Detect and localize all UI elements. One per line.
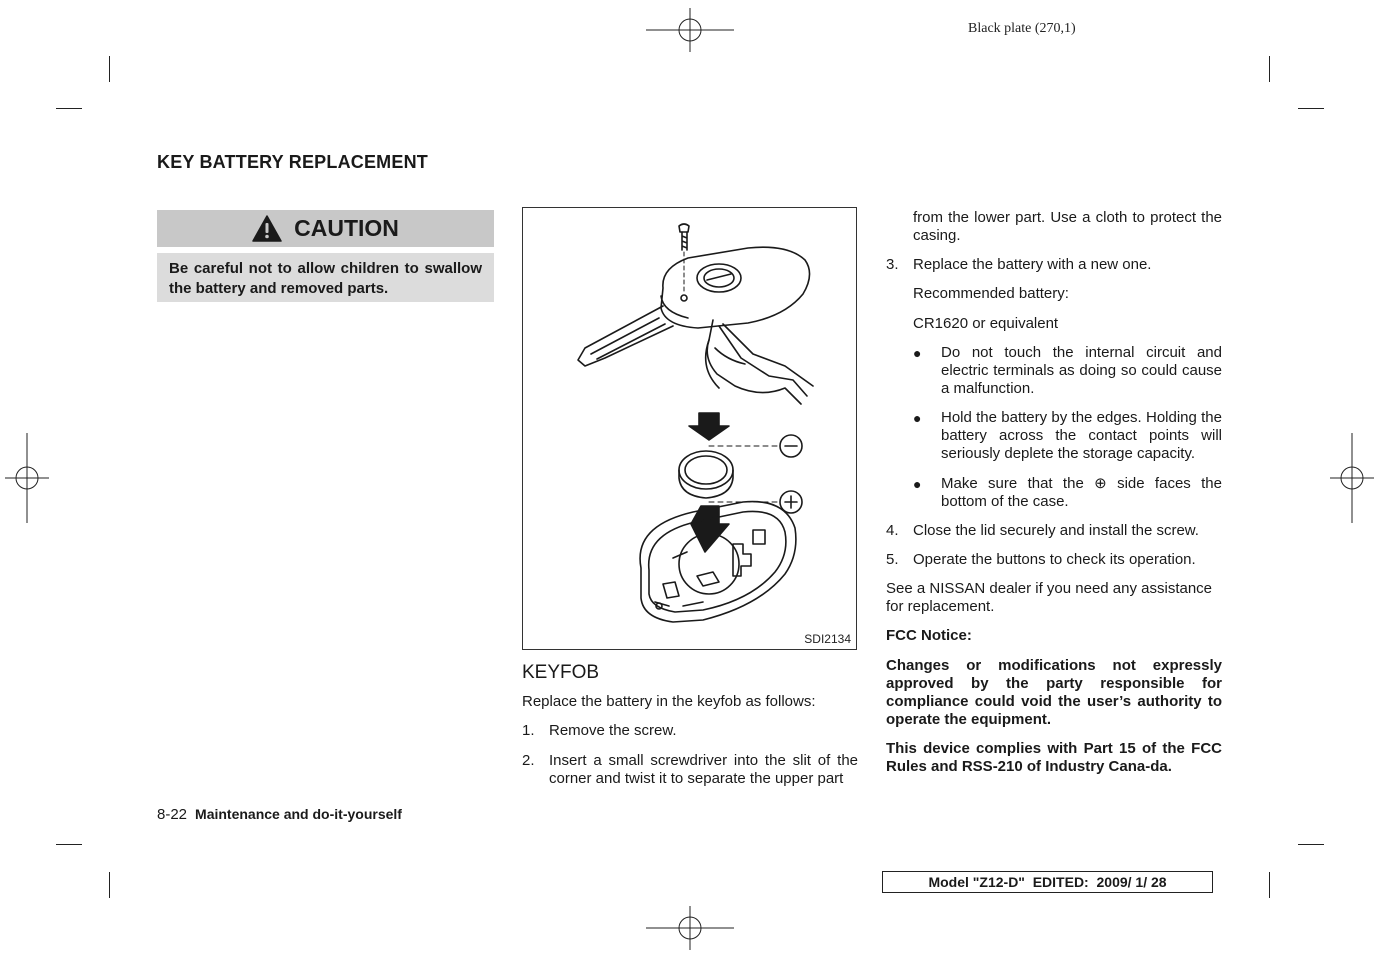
caution-title: CAUTION	[294, 215, 399, 241]
step-number: 4.	[886, 522, 899, 539]
fcc-title: FCC Notice:	[886, 627, 972, 644]
bullet-item: Hold the battery by the edges. Holding the battery across the contact points will seriously deplete the storage capacity.	[941, 409, 1222, 462]
registration-mark-bottom	[646, 906, 734, 950]
step-number: 2.	[522, 752, 535, 769]
step-continuation: from the lower part. Use a cloth to protect the casing.	[913, 209, 1222, 244]
bullet-icon: ●	[913, 345, 922, 361]
step-text: Remove the screw.	[549, 722, 677, 739]
fcc-paragraph: This device complies with Part 15 of the FCC Rules and RSS-210 of Industry Cana-da.	[886, 740, 1222, 775]
caution-header	[157, 210, 494, 247]
keyfob-heading: KEYFOB	[522, 662, 600, 683]
bullet-item: Do not touch the internal circuit and electric terminals as doing so could cause a malfunction.	[941, 344, 1222, 397]
step-text: Operate the buttons to check its operation.	[913, 551, 1196, 568]
bullet-item: Make sure that the ⊕ side faces the bottom of the case.	[941, 475, 1222, 510]
bullet-icon: ●	[913, 410, 922, 426]
caution-text: Be careful not to allow children to swallow the battery and removed parts.	[157, 253, 494, 302]
model-edited-box: Model "Z12-D" EDITED: 2009/ 1/ 28	[882, 871, 1213, 893]
step-text: Insert a small screwdriver into the slit of the corner and twist it to separate the upper part	[549, 752, 858, 787]
page-footer	[157, 806, 402, 823]
dealer-note: See a NISSAN dealer if you need any assistance for replacement.	[886, 580, 1213, 615]
plate-label: Black plate (270,1)	[968, 21, 1076, 36]
recommended-battery-label: Recommended battery:	[913, 285, 1069, 302]
screw-icon	[679, 224, 689, 232]
keyfob-intro: Replace the battery in the keyfob as follows:	[522, 693, 816, 710]
step-text: Replace the battery with a new one.	[913, 256, 1152, 273]
registration-mark-top	[646, 8, 734, 52]
warning-triangle-icon	[252, 215, 282, 242]
step-number: 1.	[522, 722, 535, 739]
step-text: Close the lid securely and install the screw.	[913, 522, 1199, 539]
chapter-title: Maintenance and do-it-yourself	[195, 806, 402, 822]
keyfob-illustration	[522, 207, 857, 650]
fcc-paragraph: Changes or modifications not expressly approved by the party responsible for compliance could void the user’s authority to operate the equipment.	[886, 657, 1222, 728]
registration-mark-left	[5, 433, 49, 523]
keyfob-drawing	[523, 208, 856, 649]
step-number: 5.	[886, 551, 899, 568]
recommended-battery-value: CR1620 or equivalent	[913, 315, 1059, 332]
step-number: 3.	[886, 256, 899, 273]
down-arrow-icon	[689, 413, 729, 440]
registration-mark-right	[1330, 433, 1374, 523]
section-title: KEY BATTERY REPLACEMENT	[157, 152, 428, 172]
bullet-icon: ●	[913, 476, 922, 492]
page-number: 8-22	[157, 806, 188, 823]
figure-code: SDI2134	[804, 632, 851, 646]
